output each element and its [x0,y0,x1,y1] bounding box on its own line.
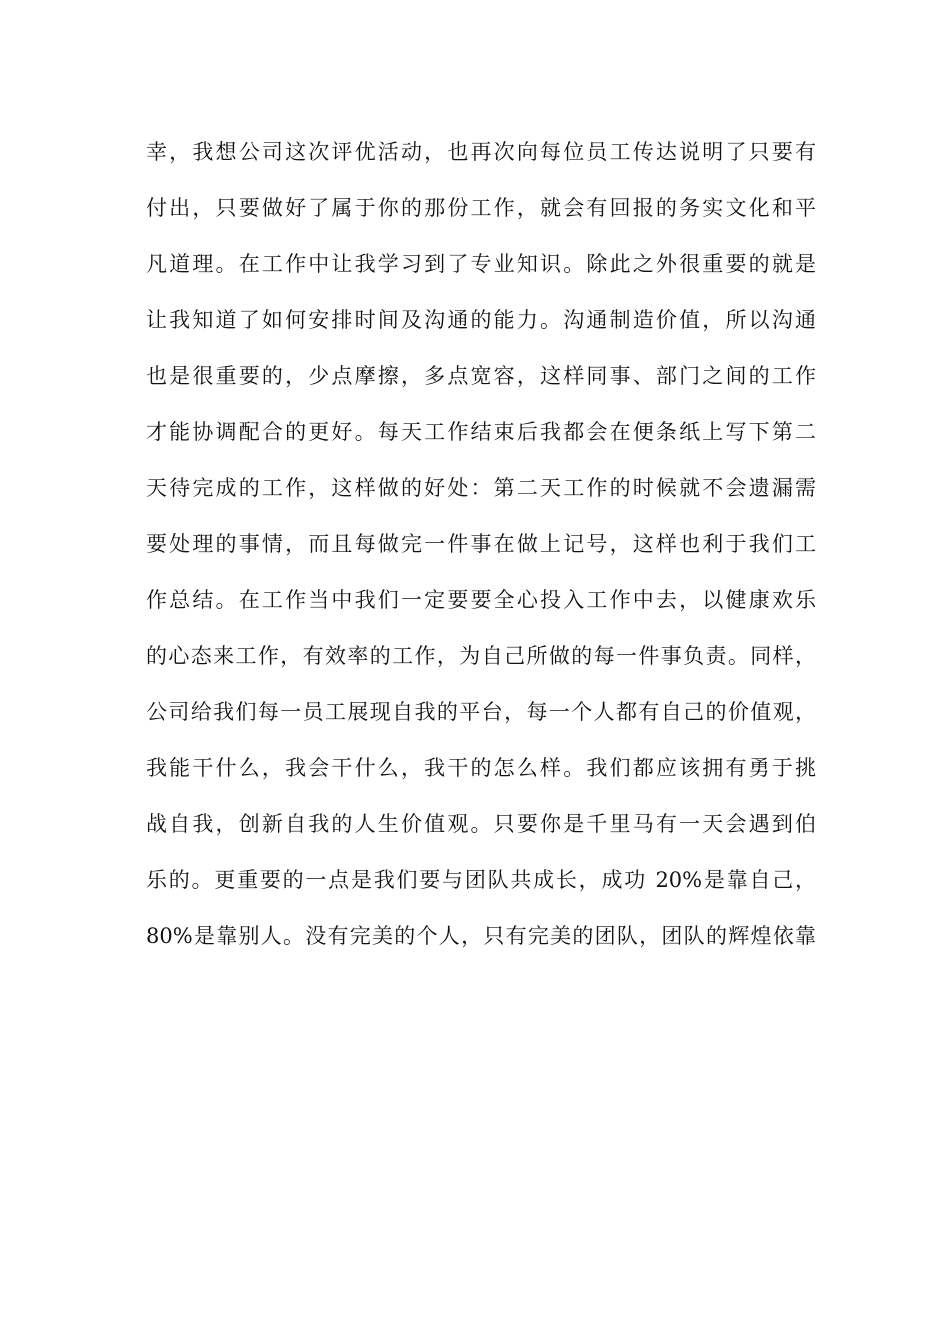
text-line-6: 才能协调配合的更好。每天工作结束后我都会在便条纸上写下第二 [146,420,816,444]
text-line-14: 乐的。更重要的一点是我们要与团队共成长，成功 20%是靠自己， [146,868,816,892]
text-line-10: 的心态来工作，有效率的工作，为自己所做的每一件事负责。同样， [146,644,816,668]
text-line-2: 付出，只要做好了属于你的那份工作，就会有回报的务实文化和平 [146,196,816,220]
text-line-1: 幸，我想公司这次评优活动，也再次向每位员工传达说明了只要有 [146,140,816,164]
text-line-3: 凡道理。在工作中让我学习到了专业知识。除此之外很重要的就是 [146,252,816,276]
text-line-4: 让我知道了如何安排时间及沟通的能力。沟通制造价值，所以沟通 [146,308,816,332]
body-text [146,132,816,972]
text-line-12: 我能干什么，我会干什么，我干的怎么样。我们都应该拥有勇于挑 [146,756,816,780]
text-line-5: 也是很重要的，少点摩擦，多点宽容，这样同事、部门之间的工作 [146,364,816,388]
text-line-11: 公司给我们每一员工展现自我的平台，每一个人都有自己的价值观， [146,700,816,724]
text-line-15: 80%是靠别人。没有完美的个人，只有完美的团队，团队的辉煌依靠 [146,924,816,948]
text-line-9: 作总结。在工作当中我们一定要要全心投入工作中去，以健康欢乐 [146,588,816,612]
text-line-8: 要处理的事情，而且每做完一件事在做上记号，这样也利于我们工 [146,532,816,556]
text-line-7: 天待完成的工作，这样做的好处：第二天工作的时候就不会遗漏需 [146,476,816,500]
text-line-13: 战自我，创新自我的人生价值观。只要你是千里马有一天会遇到伯 [146,812,816,836]
